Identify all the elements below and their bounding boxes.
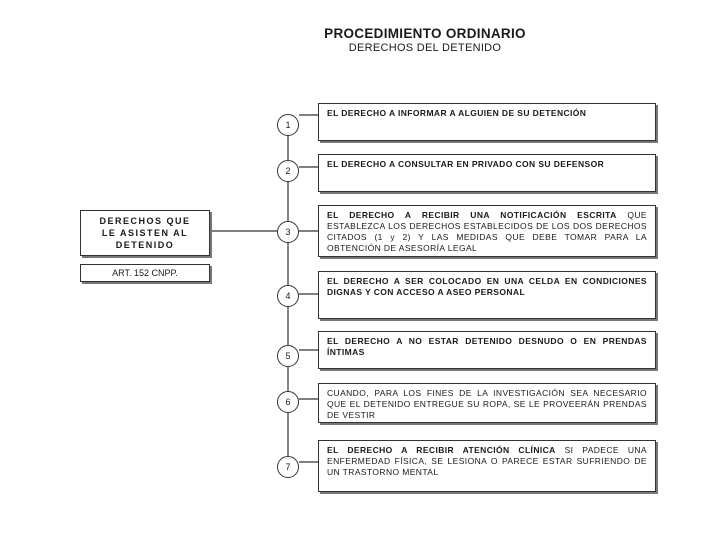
right-box-7 — [318, 440, 656, 492]
right-box-3 — [318, 205, 656, 257]
main-label-line-2: LE ASISTEN AL — [101, 228, 189, 238]
node-4: 4 — [277, 285, 299, 307]
page-subtitle: DERECHOS DEL DETENIDO — [348, 42, 502, 54]
main-rights-box — [80, 210, 210, 256]
right-1-bold: EL DERECHO A INFORMAR A ALGUIEN DE SU DETENCIÓN — [327, 108, 587, 118]
right-box-1 — [318, 103, 656, 141]
main-label-line-3: DETENIDO — [115, 240, 175, 250]
right-7-text: SI PADECE UNA ENFERMEDAD FÍSICA, SE LESIONA O PARECE ESTAR SUFRIENDO DE UN TRASTORNO MENTAL — [327, 445, 647, 477]
right-6-text: CUANDO, PARA LOS FINES DE LA INVESTIGACIÓN SEA NECESARIO QUE EL DETENIDO ENTREGUE SU ROPA, SE LE PROVEERÁN PRENDAS DE VESTIR — [327, 388, 647, 420]
node-6: 6 — [277, 391, 299, 413]
right-3-bold: EL DERECHO A RECIBIR UNA NOTIFICACIÓN ESCRITA — [327, 210, 617, 220]
right-7-bold: EL DERECHO A RECIBIR ATENCIÓN CLÍNICA — [327, 445, 556, 455]
right-2-bold: EL DERECHO A CONSULTAR EN PRIVADO CON SU DEFENSOR — [327, 159, 605, 169]
right-box-2 — [318, 154, 656, 192]
right-box-4 — [318, 271, 656, 319]
right-box-6 — [318, 383, 656, 423]
node-1: 1 — [277, 114, 299, 136]
node-7: 7 — [277, 456, 299, 478]
article-reference: ART. 152 CNPP. — [80, 264, 210, 282]
node-3: 3 — [277, 221, 299, 243]
node-5: 5 — [277, 345, 299, 367]
right-3-text: QUE ESTABLEZCA LOS DERECHOS ESTABLECIDOS DE LOS DOS DERECHOS CITADOS (1 y 2) Y LAS MEDIDAS QUE DEBE TOMAR PARA LA OBTENCIÓN DE ASESORÍA LEGAL — [327, 210, 647, 253]
main-label-line-1: DERECHOS QUE — [99, 216, 191, 226]
right-4-bold: EL DERECHO A SER COLOCADO EN UNA CELDA EN CONDICIONES DIGNAS Y CON ACCESO A ASEO PERSONAL — [327, 276, 647, 297]
right-box-5 — [318, 331, 656, 369]
node-2: 2 — [277, 160, 299, 182]
page-title: PROCEDIMIENTO ORDINARIO — [324, 26, 526, 41]
right-5-bold: EL DERECHO A NO ESTAR DETENIDO DESNUDO O EN PRENDAS ÍNTIMAS — [327, 336, 647, 357]
